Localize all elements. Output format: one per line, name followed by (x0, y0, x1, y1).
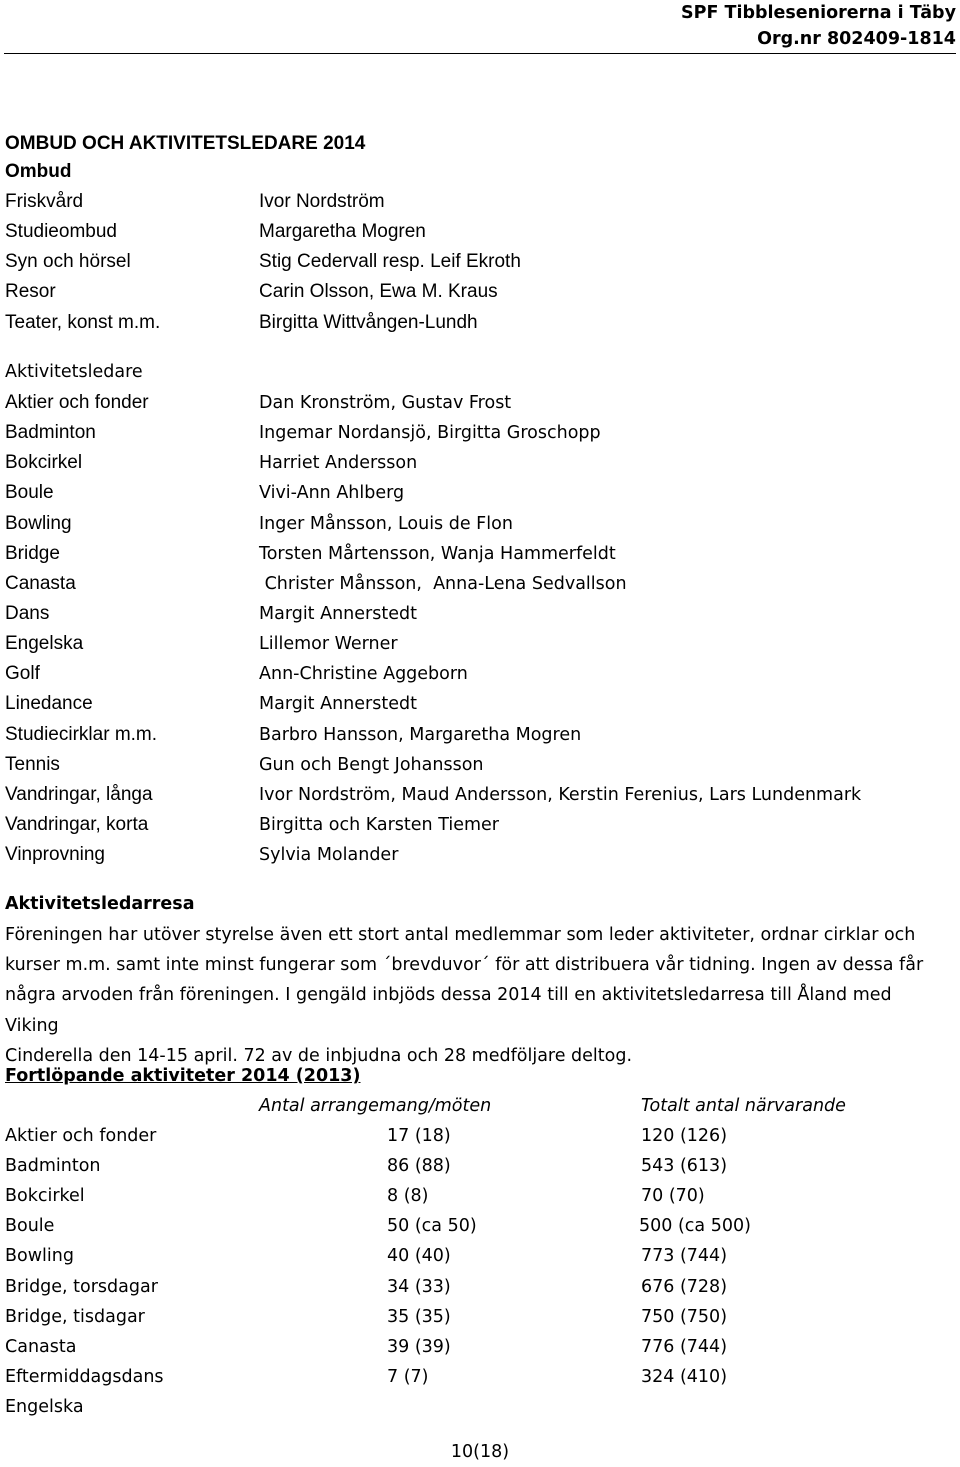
activity-name: Vandringar, långa (5, 784, 153, 805)
cell-arrangemang: 39 (39) (387, 1337, 451, 1357)
cell-narvarande: 70 (70) (641, 1186, 705, 1206)
activity-leaders: Barbro Hansson, Margaretha Mogren (259, 725, 582, 745)
activity-name: Bridge (5, 543, 60, 564)
ombud-names: Birgitta Wittvången-Lundh (259, 312, 478, 333)
col-header-arrangemang: Antal arrangemang/möten (259, 1096, 492, 1116)
ombud-names: Margaretha Mogren (259, 221, 426, 242)
cell-arrangemang: 50 (ca 50) (387, 1216, 477, 1236)
cell-narvarande: 776 (744) (641, 1337, 728, 1357)
table-row (0, 1181, 960, 1211)
table-row (0, 1332, 960, 1362)
activity-name: Vandringar, korta (5, 814, 149, 835)
cell-arrangemang: 35 (35) (387, 1307, 451, 1327)
activity-leaders: Harriet Andersson (259, 453, 418, 473)
activity-name: Engelska (5, 633, 84, 654)
section-title: OMBUD OCH AKTIVITETSLEDARE 2014 (5, 133, 366, 154)
activity-leaders: Margit Annerstedt (259, 694, 417, 714)
activity-leaders: Margit Annerstedt (259, 604, 417, 624)
table-row (0, 1121, 960, 1151)
activity-name: Golf (5, 663, 40, 684)
activity-name: Bowling (5, 513, 72, 534)
ombud-role: Teater, konst m.m. (5, 312, 161, 333)
activity-leaders: Ingemar Nordansjö, Birgitta Groschopp (259, 423, 601, 443)
ombud-names: Carin Olsson, Ewa M. Kraus (259, 281, 498, 302)
table-row (0, 1151, 960, 1181)
activity-leaders: Vivi-Ann Ahlberg (259, 483, 405, 503)
activity-name: Studiecirklar m.m. (5, 724, 158, 745)
resa-line: kurser m.m. samt inte minst fungerar som ´brevduvor´ för att distribuera vår tidning. Ingen av dessa får (5, 955, 924, 976)
cell-arrangemang: 17 (18) (387, 1126, 451, 1146)
cell-narvarande: 676 (728) (641, 1277, 728, 1297)
cell-narvarande: 773 (744) (641, 1246, 728, 1266)
cell-arrangemang: 7 (7) (387, 1367, 429, 1387)
activity-name: Aktier och fonder (5, 392, 149, 413)
cell-activity: Aktier och fonder (5, 1126, 157, 1146)
activity-leaders: Christer Månsson, Anna-Lena Sedvallson (259, 574, 627, 594)
table-header (0, 1091, 960, 1121)
activity-name: Vinprovning (5, 844, 106, 865)
cell-arrangemang: 34 (33) (387, 1277, 451, 1297)
cell-arrangemang: 8 (8) (387, 1186, 429, 1206)
cell-narvarande: 543 (613) (641, 1156, 728, 1176)
table-row (0, 1392, 960, 1422)
ombud-heading: Ombud (5, 161, 72, 182)
table-row (0, 1211, 960, 1241)
resa-heading: Aktivitetsledarresa (5, 894, 195, 914)
activity-leaders: Birgitta och Karsten Tiemer (259, 815, 499, 835)
cell-activity: Eftermiddagsdans (5, 1367, 164, 1387)
ombud-role: Resor (5, 281, 56, 302)
cell-activity: Bridge, tisdagar (5, 1307, 145, 1327)
activity-leaders: Ann-Christine Aggeborn (259, 664, 468, 684)
cell-activity: Canasta (5, 1337, 77, 1357)
table-row (0, 1362, 960, 1392)
resa-paragraph (5, 920, 935, 1071)
page-number: 10(18) (450, 1442, 510, 1462)
aktivitetsledare-heading: Aktivitetsledare (5, 362, 143, 382)
fortlopande-heading: Fortlöpande aktiviteter 2014 (2013) (5, 1066, 361, 1086)
cell-narvarande: 324 (410) (641, 1367, 728, 1387)
cell-activity: Bridge, torsdagar (5, 1277, 158, 1297)
cell-activity: Badminton (5, 1156, 101, 1176)
ombud-role: Friskvård (5, 191, 84, 212)
cell-activity: Boule (5, 1216, 55, 1236)
col-header-narvarande: Totalt antal närvarande (641, 1096, 846, 1116)
cell-activity: Engelska (5, 1397, 84, 1417)
cell-activity: Bowling (5, 1246, 74, 1266)
activity-leaders: Gun och Bengt Johansson (259, 755, 484, 775)
activity-name: Boule (5, 482, 54, 503)
ombud-names: Ivor Nordström (259, 191, 385, 212)
table-row (0, 1241, 960, 1271)
resa-line: Cinderella den 14-15 april. 72 av de inbjudna och 28 medföljare deltog. (5, 1045, 633, 1066)
activity-leaders: Inger Månsson, Louis de Flon (259, 514, 513, 534)
activity-name: Linedance (5, 693, 93, 714)
activity-leaders: Torsten Mårtensson, Wanja Hammerfeldt (259, 544, 616, 564)
cell-narvarande: 750 (750) (641, 1307, 728, 1327)
cell-narvarande: 120 (126) (641, 1126, 728, 1146)
cell-activity: Bokcirkel (5, 1186, 85, 1206)
org-name: SPF Tibbleseniorerna i Täby (681, 3, 956, 23)
org-number: Org.nr 802409-1814 (757, 29, 956, 49)
activity-leaders: Dan Kronström, Gustav Frost (259, 393, 512, 413)
ombud-names: Stig Cedervall resp. Leif Ekroth (259, 251, 521, 272)
resa-line: några arvoden från föreningen. I gengäld inbjöds dessa 2014 till en aktivitetsledarresa till Åland med Viking (5, 985, 892, 1036)
cell-narvarande: 500 (ca 500) (639, 1216, 751, 1236)
cell-arrangemang: 40 (40) (387, 1246, 451, 1266)
table-row (0, 1302, 960, 1332)
activity-name: Tennis (5, 754, 60, 775)
activity-name: Canasta (5, 573, 76, 594)
header-rule (4, 53, 956, 54)
activity-name: Dans (5, 603, 50, 624)
cell-arrangemang: 86 (88) (387, 1156, 451, 1176)
resa-line: Föreningen har utöver styrelse även ett stort antal medlemmar som leder aktiviteter, ordnar cirklar och (5, 925, 916, 945)
ombud-role: Studieombud (5, 221, 117, 242)
activity-name: Badminton (5, 422, 96, 443)
activity-leaders: Ivor Nordström, Maud Andersson, Kerstin Ferenius, Lars Lundenmark (259, 785, 862, 805)
table-row (0, 1272, 960, 1302)
activity-leaders: Sylvia Molander (259, 845, 399, 865)
ombud-role: Syn och hörsel (5, 251, 131, 272)
activity-leaders: Lillemor Werner (259, 634, 398, 654)
activity-name: Bokcirkel (5, 452, 83, 473)
